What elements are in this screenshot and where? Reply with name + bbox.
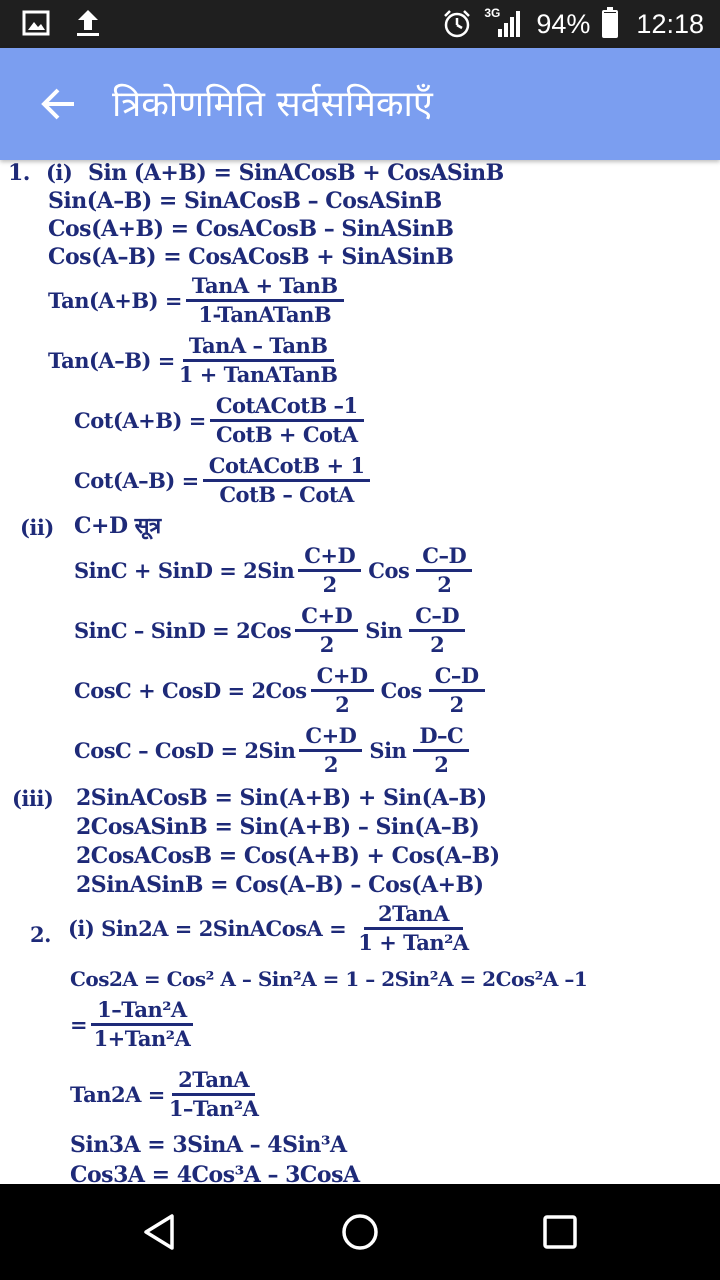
f4-denominator-1: 2 xyxy=(323,752,338,777)
f3-mid: Cos xyxy=(380,678,422,703)
section-1-number: 1. xyxy=(8,160,30,186)
f4-fraction-2 xyxy=(413,724,469,777)
nav-back-icon xyxy=(140,1212,180,1252)
status-left xyxy=(22,8,102,38)
section-1-i-label: (i) xyxy=(46,160,73,185)
nav-back-button[interactable] xyxy=(130,1202,190,1262)
f1-fraction-1 xyxy=(298,544,361,597)
identity-cos2a: Cos2A = Cos² A – Sin²A = 1 – 2Sin²A = 2Cos²A –1 xyxy=(70,967,588,991)
status-bar xyxy=(0,0,720,48)
f1-lhs: SinC + SinD = 2Sin xyxy=(74,558,295,583)
tan-sum-numerator: TanA + TanB xyxy=(186,274,344,302)
identity-sin2a xyxy=(68,902,473,955)
f3-fraction-2 xyxy=(429,664,485,717)
f2-numerator-2: C–D xyxy=(409,604,465,632)
f2-numerator-1: C+D xyxy=(295,604,358,632)
f3-numerator-1: C+D xyxy=(311,664,374,692)
sin2a-numerator: 2TanA xyxy=(364,902,463,930)
f2-denominator-2: 2 xyxy=(430,632,445,657)
f4-numerator-2: D–C xyxy=(413,724,469,752)
image-icon xyxy=(22,9,50,37)
cot-sum-numerator: CotACotB –1 xyxy=(210,394,364,422)
cos2a-fraction xyxy=(91,998,193,1051)
battery-fill xyxy=(604,13,616,36)
nav-home-icon xyxy=(339,1211,381,1253)
cot-diff-numerator: CotACotB + 1 xyxy=(203,454,371,482)
f1-numerator-2: C–D xyxy=(416,544,472,572)
upload-icon xyxy=(74,8,102,38)
tan2a-numerator: 2TanA xyxy=(172,1068,255,1096)
page-title: त्रिकोणमिति सर्वसमिकाएँ xyxy=(112,84,433,125)
cot-diff-denominator: CotB – CotA xyxy=(219,482,354,507)
product-cos-cos: 2CosACosB = Cos(A+B) + Cos(A–B) xyxy=(76,843,500,869)
section-1-iii-label: (iii) xyxy=(12,786,54,811)
f2-denominator-1: 2 xyxy=(319,632,334,657)
tan-diff-denominator: 1 + TanATanB xyxy=(178,362,338,387)
cot-sum-fraction xyxy=(210,394,364,447)
cos2a-fraction-lhs: = xyxy=(70,1012,88,1037)
identity-cot-diff xyxy=(74,454,374,507)
back-button[interactable] xyxy=(30,76,86,132)
product-cos-sin: 2CosASinB = Sin(A+B) – Sin(A–B) xyxy=(76,814,480,840)
back-arrow-icon xyxy=(38,84,78,124)
tan2a-denominator: 1–Tan²A xyxy=(168,1096,259,1121)
tan-diff-numerator: TanA – TanB xyxy=(183,334,334,362)
identity-sin-diff: Sin(A–B) = SinACosB – CosASinB xyxy=(48,188,442,214)
product-sin-sin: 2SinASinB = Cos(A–B) – Cos(A+B) xyxy=(76,872,484,898)
tan-sum-fraction xyxy=(186,274,344,327)
tan-diff-fraction xyxy=(179,334,338,387)
identity-cos3a: Cos3A = 4Cos³A – 3CosA xyxy=(70,1162,360,1184)
cot-sum-denominator: CotB + CotA xyxy=(215,422,358,447)
identity-tan-sum xyxy=(48,274,348,327)
product-sin-cos: 2SinACosB = Sin(A+B) + Sin(A–B) xyxy=(76,785,487,811)
f2-fraction-2 xyxy=(409,604,465,657)
sin2a-lhs: (i) Sin2A = 2SinACosA = xyxy=(68,916,347,941)
cd-formula-heading: C+D सूत्र xyxy=(74,513,161,539)
battery-icon xyxy=(602,10,618,38)
f1-numerator-1: C+D xyxy=(298,544,361,572)
formula-cosc-plus-cosd xyxy=(74,664,489,717)
nav-recents-button[interactable] xyxy=(530,1202,590,1262)
f1-denominator-2: 2 xyxy=(437,572,452,597)
battery-percent: 94% xyxy=(536,8,591,39)
network-label: 3G xyxy=(484,6,501,20)
formula-sinc-plus-sind xyxy=(74,544,476,597)
sin2a-denominator: 1 + Tan²A xyxy=(358,930,469,955)
navigation-bar xyxy=(0,1184,720,1280)
cot-sum-lhs: Cot(A+B) = xyxy=(74,408,206,433)
tan-sum-denominator: 1-TanATanB xyxy=(198,302,332,327)
identity-tan2a xyxy=(70,1068,262,1121)
formula-sinc-minus-sind xyxy=(74,604,469,657)
formula-cosc-minus-cosd xyxy=(74,724,473,777)
clock: 12:18 xyxy=(636,8,704,39)
tan-diff-lhs: Tan(A–B) = xyxy=(48,348,175,373)
cos2a-numerator: 1–Tan²A xyxy=(91,998,193,1026)
sin2a-fraction xyxy=(358,902,468,955)
tan-sum-lhs: Tan(A+B) = xyxy=(48,288,182,313)
cot-diff-lhs: Cot(A–B) = xyxy=(74,468,199,493)
tan2a-lhs: Tan2A = xyxy=(70,1082,165,1107)
f3-fraction-1 xyxy=(311,664,374,717)
f2-fraction-1 xyxy=(295,604,358,657)
f2-lhs: SinC – SinD = 2Cos xyxy=(74,618,292,643)
identity-sin3a: Sin3A = 3SinA – 4Sin³A xyxy=(70,1132,347,1158)
f3-numerator-2: C–D xyxy=(429,664,485,692)
f2-mid: Sin xyxy=(365,618,403,643)
f4-lhs: CosC – CosD = 2Sin xyxy=(74,738,296,763)
tan2a-fraction xyxy=(169,1068,259,1121)
f1-denominator-1: 2 xyxy=(322,572,337,597)
section-2-number: 2. xyxy=(30,922,51,947)
alarm-icon xyxy=(442,9,472,39)
cot-diff-fraction xyxy=(203,454,371,507)
f4-mid: Sin xyxy=(369,738,407,763)
identity-cos-diff: Cos(A–B) = CosACosB + SinASinB xyxy=(48,244,454,270)
f1-mid: Cos xyxy=(368,558,410,583)
signal-icon xyxy=(484,6,524,39)
f3-denominator-1: 2 xyxy=(335,692,350,717)
f3-lhs: CosC + CosD = 2Cos xyxy=(74,678,307,703)
formula-page xyxy=(0,160,720,1184)
status-right xyxy=(442,0,704,48)
nav-recents-icon xyxy=(541,1213,579,1251)
identity-tan-diff xyxy=(48,334,342,387)
identity-cos-sum: Cos(A+B) = CosACosB – SinASinB xyxy=(48,216,454,242)
app-bar xyxy=(0,48,720,160)
f4-denominator-2: 2 xyxy=(434,752,449,777)
identity-cos2a-fraction xyxy=(70,998,197,1051)
nav-home-button[interactable] xyxy=(330,1202,390,1262)
identity-sin-sum: Sin (A+B) = SinACosB + CosASinB xyxy=(88,160,504,186)
f4-fraction-1 xyxy=(299,724,362,777)
identity-cot-sum xyxy=(74,394,368,447)
section-1-ii-label: (ii) xyxy=(20,515,54,540)
cos2a-denominator: 1+Tan²A xyxy=(93,1026,191,1051)
f4-numerator-1: C+D xyxy=(299,724,362,752)
f1-fraction-2 xyxy=(416,544,472,597)
f3-denominator-2: 2 xyxy=(449,692,464,717)
